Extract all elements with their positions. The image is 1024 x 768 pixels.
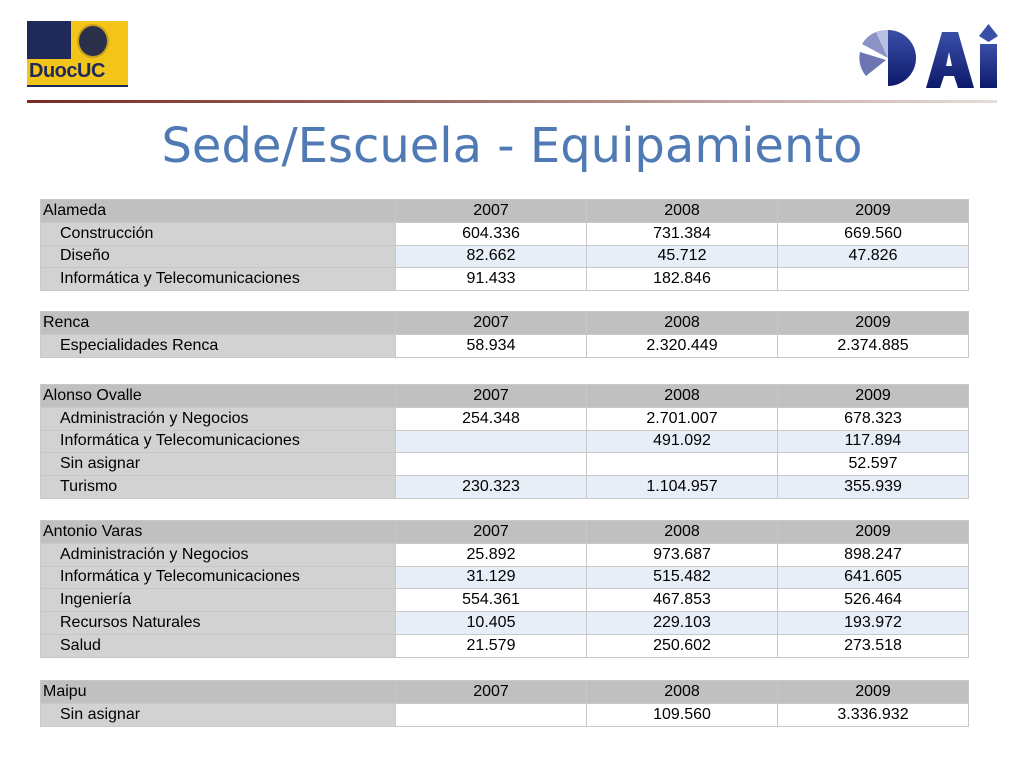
- sede-name: Alonso Ovalle: [41, 385, 396, 408]
- table-row: [41, 268, 969, 291]
- logo-wordmark-text: DuocUC: [29, 60, 105, 82]
- value-cell: [396, 430, 587, 453]
- year-header: 2007: [396, 312, 587, 335]
- escuela-label: Especialidades Renca: [41, 334, 396, 357]
- table-row: [41, 334, 969, 357]
- value-cell: 2.701.007: [587, 407, 778, 430]
- year-header: 2009: [778, 385, 969, 408]
- escuela-label: Informática y Telecomunicaciones: [41, 566, 396, 589]
- table-header-row: [41, 521, 969, 544]
- escuela-label: Construcción: [41, 222, 396, 245]
- value-cell: 182.846: [587, 268, 778, 291]
- diamond-icon: [979, 24, 998, 42]
- year-header: 2008: [587, 385, 778, 408]
- table-row: [41, 430, 969, 453]
- year-header: 2009: [778, 521, 969, 544]
- value-cell: [587, 453, 778, 476]
- slide-title: Sede/Escuela - Equipamiento: [161, 118, 863, 174]
- table-header-row: [41, 312, 969, 335]
- escuela-label: Sin asignar: [41, 703, 396, 726]
- letter-i-shape: [980, 44, 997, 88]
- value-cell: 2.374.885: [778, 334, 969, 357]
- value-cell: 229.103: [587, 612, 778, 635]
- value-cell: 678.323: [778, 407, 969, 430]
- value-cell: 526.464: [778, 589, 969, 612]
- table-row: [41, 543, 969, 566]
- value-cell: 25.892: [396, 543, 587, 566]
- table-row: [41, 222, 969, 245]
- value-cell: 273.518: [778, 634, 969, 657]
- table-row: [41, 453, 969, 476]
- table-row: [41, 407, 969, 430]
- value-cell: 230.323: [396, 476, 587, 499]
- value-cell: 515.482: [587, 566, 778, 589]
- dai-logo: [854, 22, 1004, 94]
- value-cell: 731.384: [587, 222, 778, 245]
- value-cell: 193.972: [778, 612, 969, 635]
- year-header: 2009: [778, 200, 969, 223]
- year-header: 2008: [587, 200, 778, 223]
- value-cell: 31.129: [396, 566, 587, 589]
- table-header-row: [41, 681, 969, 704]
- escuela-label: Diseño: [41, 245, 396, 268]
- sede-name: Maipu: [41, 681, 396, 704]
- letter-a-shape: [926, 32, 974, 88]
- seal-icon: [77, 24, 109, 58]
- escuela-label: Administración y Negocios: [41, 407, 396, 430]
- sede-table-maipu: [40, 680, 969, 727]
- escuela-label: Informática y Telecomunicaciones: [41, 268, 396, 291]
- sede-table-antonio-varas: [40, 520, 969, 658]
- escuela-label: Recursos Naturales: [41, 612, 396, 635]
- table-row: [41, 634, 969, 657]
- sede-table-renca: [40, 311, 969, 358]
- year-header: 2007: [396, 385, 587, 408]
- value-cell: [396, 453, 587, 476]
- pie-slice-mid: [859, 52, 886, 76]
- table-row: [41, 566, 969, 589]
- value-cell: 2.320.449: [587, 334, 778, 357]
- sede-name: Antonio Varas: [41, 521, 396, 544]
- value-cell: 58.934: [396, 334, 587, 357]
- table-row: [41, 703, 969, 726]
- year-header: 2007: [396, 521, 587, 544]
- value-cell: 82.662: [396, 245, 587, 268]
- value-cell: 491.092: [587, 430, 778, 453]
- table-row: [41, 476, 969, 499]
- header-rule: [27, 100, 997, 103]
- table-row: [41, 245, 969, 268]
- escuela-label: Administración y Negocios: [41, 543, 396, 566]
- value-cell: 467.853: [587, 589, 778, 612]
- escuela-label: Ingeniería: [41, 589, 396, 612]
- year-header: 2008: [587, 681, 778, 704]
- value-cell: 109.560: [587, 703, 778, 726]
- value-cell: [396, 703, 587, 726]
- sede-name: Renca: [41, 312, 396, 335]
- duoc-uc-logo: [27, 21, 128, 87]
- value-cell: 898.247: [778, 543, 969, 566]
- value-cell: 10.405: [396, 612, 587, 635]
- value-cell: 604.336: [396, 222, 587, 245]
- year-header: 2008: [587, 521, 778, 544]
- value-cell: [778, 268, 969, 291]
- value-cell: 91.433: [396, 268, 587, 291]
- sede-table-alameda: [40, 199, 969, 291]
- pie-d-shape: [888, 30, 916, 86]
- year-header: 2009: [778, 681, 969, 704]
- value-cell: 973.687: [587, 543, 778, 566]
- value-cell: 21.579: [396, 634, 587, 657]
- value-cell: 254.348: [396, 407, 587, 430]
- value-cell: 641.605: [778, 566, 969, 589]
- value-cell: 355.939: [778, 476, 969, 499]
- value-cell: 45.712: [587, 245, 778, 268]
- escuela-label: Sin asignar: [41, 453, 396, 476]
- table-header-row: [41, 385, 969, 408]
- logo-wordmark: [27, 59, 128, 85]
- value-cell: 669.560: [778, 222, 969, 245]
- table-row: [41, 589, 969, 612]
- escuela-label: Turismo: [41, 476, 396, 499]
- escuela-label: Salud: [41, 634, 396, 657]
- year-header: 2008: [587, 312, 778, 335]
- year-header: 2009: [778, 312, 969, 335]
- value-cell: 3.336.932: [778, 703, 969, 726]
- value-cell: 250.602: [587, 634, 778, 657]
- value-cell: 52.597: [778, 453, 969, 476]
- sede-name: Alameda: [41, 200, 396, 223]
- sede-table-alonso-ovalle: [40, 384, 969, 499]
- value-cell: 117.894: [778, 430, 969, 453]
- table-row: [41, 612, 969, 635]
- table-header-row: [41, 200, 969, 223]
- value-cell: 47.826: [778, 245, 969, 268]
- year-header: 2007: [396, 200, 587, 223]
- value-cell: 1.104.957: [587, 476, 778, 499]
- escuela-label: Informática y Telecomunicaciones: [41, 430, 396, 453]
- year-header: 2007: [396, 681, 587, 704]
- value-cell: 554.361: [396, 589, 587, 612]
